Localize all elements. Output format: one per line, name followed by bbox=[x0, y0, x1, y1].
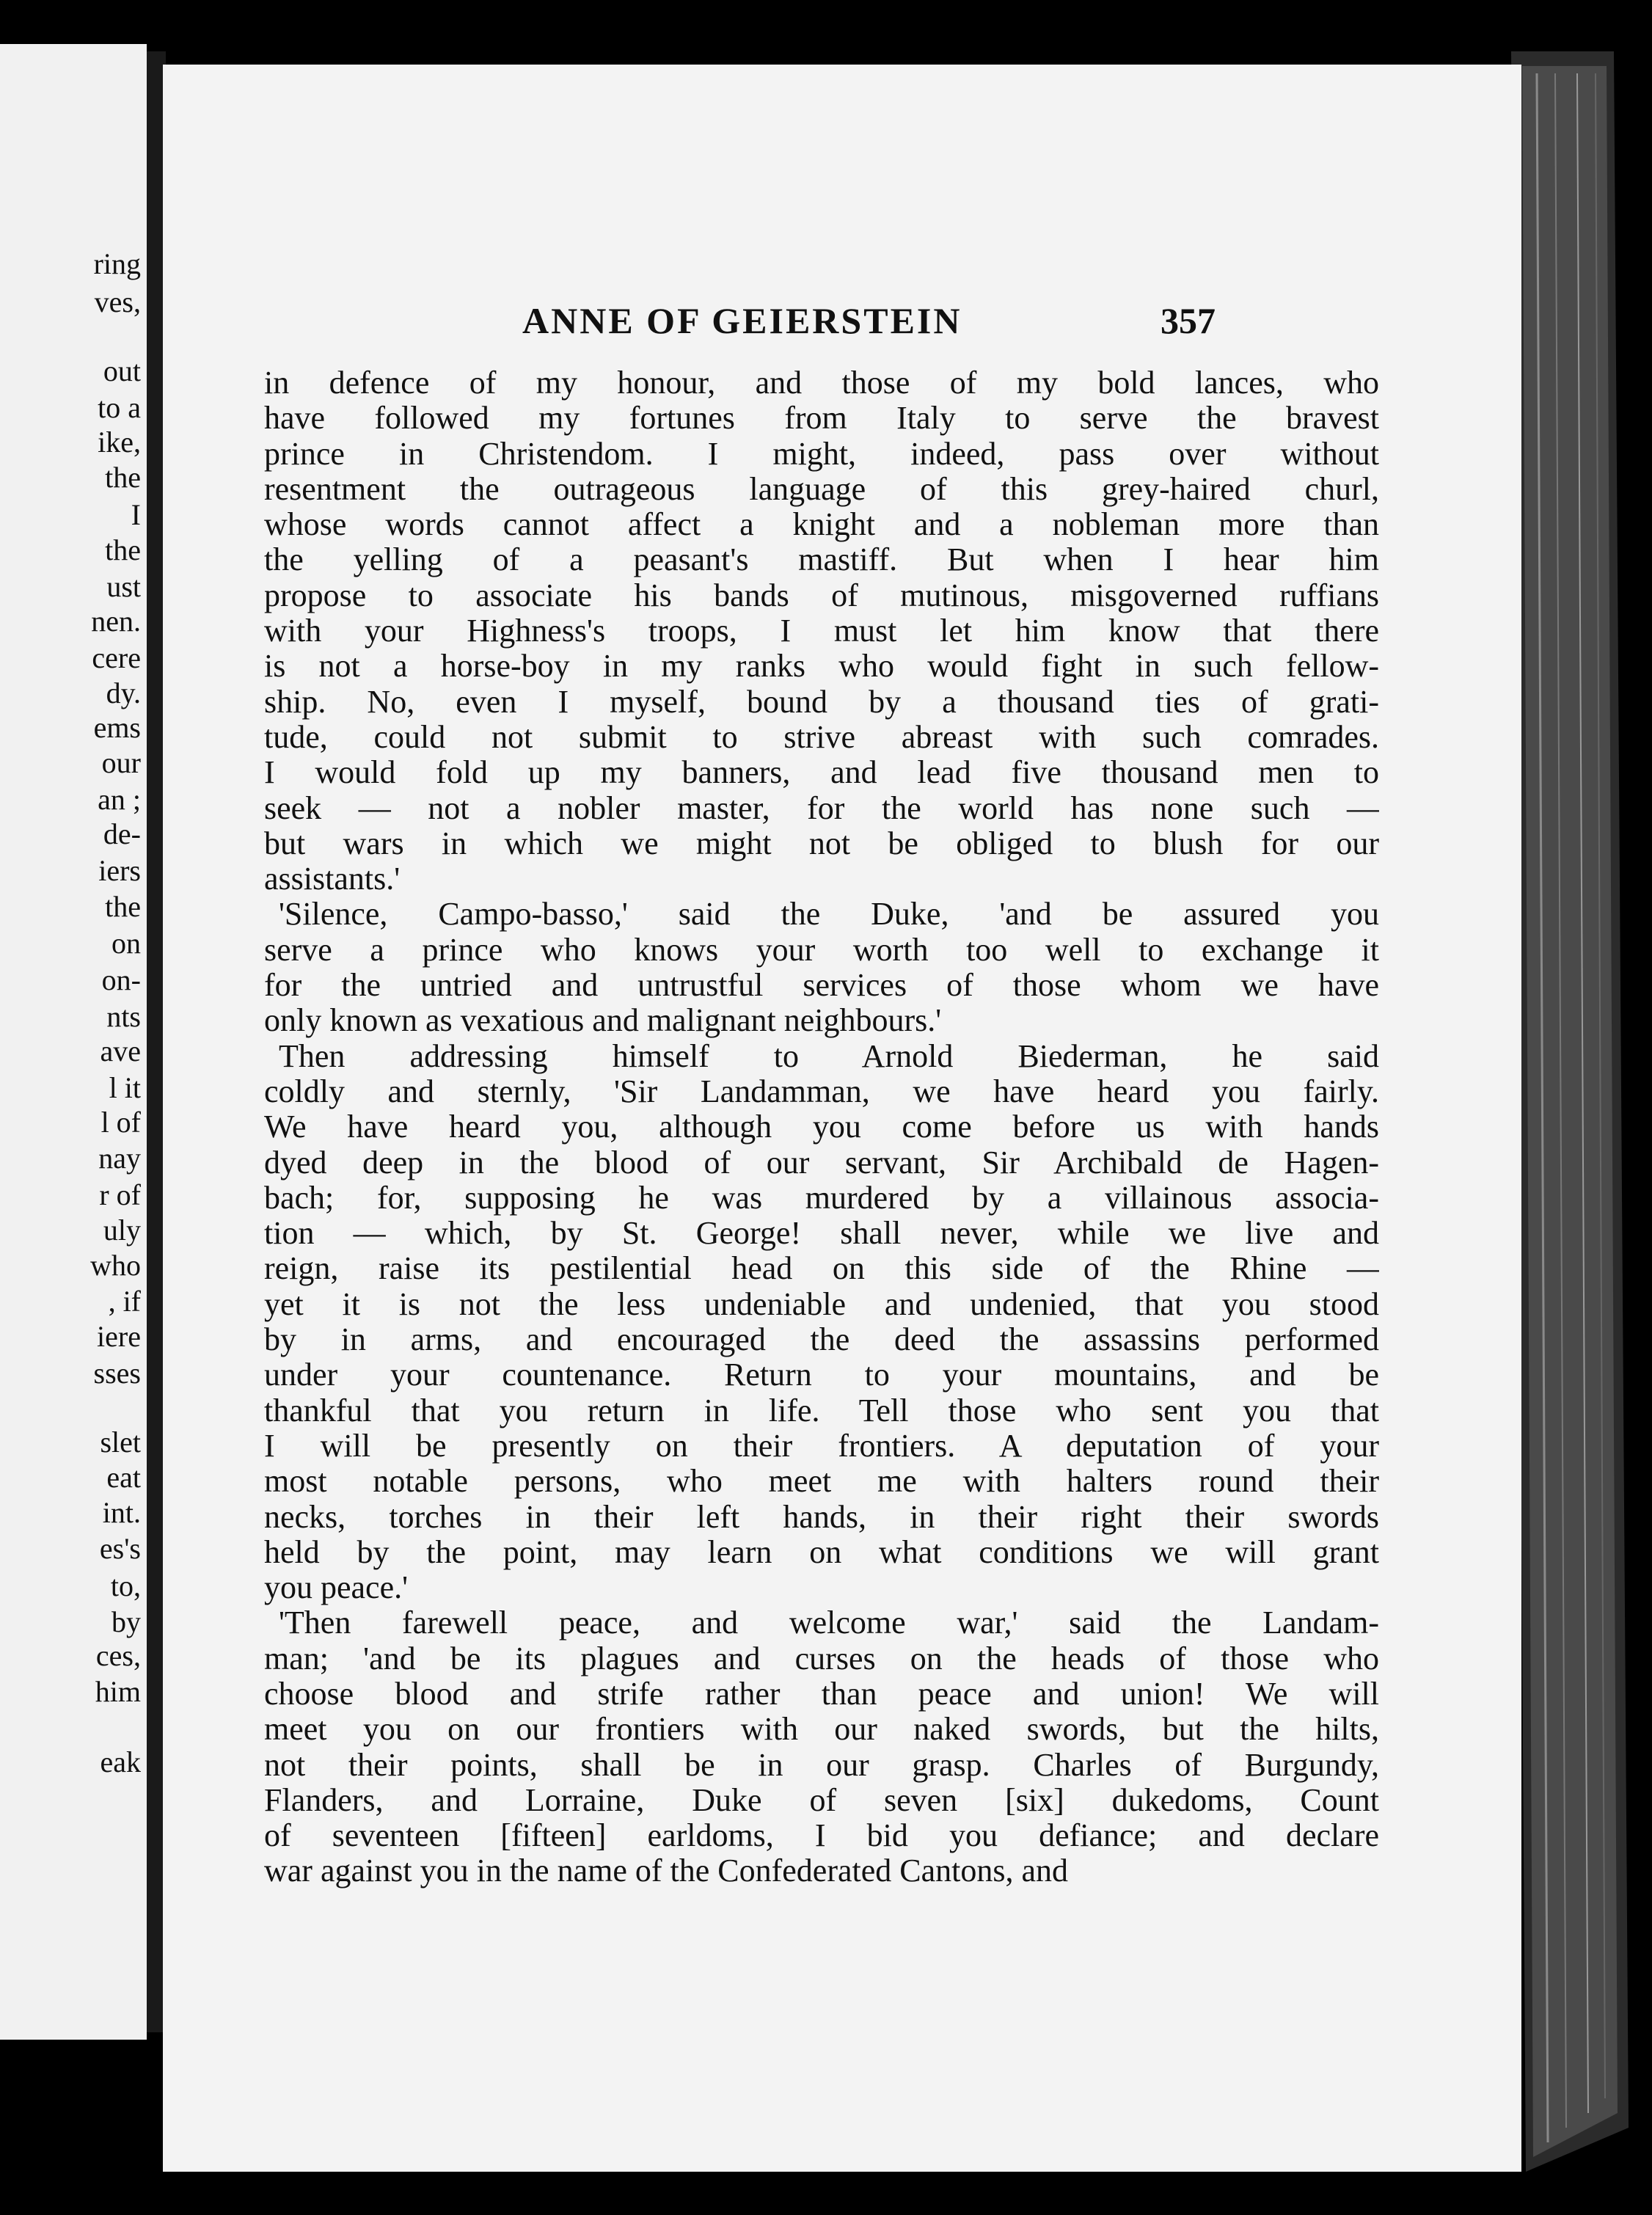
left-page-text-fragment: de- bbox=[103, 817, 141, 850]
left-page-text-fragment: I bbox=[131, 498, 141, 531]
left-page-text-fragment: on bbox=[112, 927, 141, 960]
text-line: yet it is not the less undeniable and undenied, that you stood bbox=[264, 1286, 1379, 1322]
text-line: 'Then farewell peace, and welcome war,' said the Landam- bbox=[279, 1605, 1379, 1641]
text-line: prince in Christendom. I might, indeed, pass over without bbox=[264, 436, 1379, 472]
left-page-text-fragment: cere bbox=[92, 641, 141, 674]
left-page-text-fragment: the bbox=[105, 461, 141, 494]
left-page-text-fragment: l it bbox=[109, 1071, 141, 1104]
text-line: not their points, shall be in our grasp. Charles of Burgundy, bbox=[264, 1747, 1379, 1783]
left-page-text-fragment: our bbox=[101, 746, 141, 779]
left-page-text-fragment: eak bbox=[100, 1745, 141, 1778]
text-line: whose words cannot affect a knight and a nobleman more than bbox=[264, 507, 1379, 543]
text-line: only known as vexatious and malignant neighbours.' bbox=[264, 1003, 942, 1039]
left-page-text-fragment: nts bbox=[106, 1000, 141, 1033]
text-line: choose blood and strife rather than peace and union! We will bbox=[264, 1676, 1379, 1712]
text-line: Then addressing himself to Arnold Biederman, he said bbox=[279, 1038, 1379, 1074]
left-page-text-fragment: him bbox=[95, 1675, 141, 1708]
left-page-text-fragment: ike, bbox=[98, 426, 141, 459]
left-page-text-fragment: who bbox=[90, 1249, 141, 1282]
left-page-text-fragment: uly bbox=[103, 1214, 141, 1247]
text-line: you peace.' bbox=[264, 1570, 409, 1606]
left-page-text-fragment: r of bbox=[99, 1178, 141, 1211]
text-line: but wars in which we might not be obliged to blush for our bbox=[264, 825, 1379, 861]
left-page-fragment bbox=[0, 44, 147, 2040]
left-page-text-fragment: ves, bbox=[94, 285, 141, 318]
text-line: I would fold up my banners, and lead five thousand men to bbox=[264, 755, 1379, 791]
text-line: the yelling of a peasant's mastiff. But when I hear him bbox=[264, 542, 1379, 578]
left-page-text-fragment: iers bbox=[98, 854, 141, 887]
text-line: reign, raise its pestilential head on this side of the Rhine — bbox=[264, 1251, 1379, 1287]
left-page-text-fragment: slet bbox=[100, 1426, 141, 1459]
left-page-text-fragment: dy. bbox=[106, 676, 141, 709]
text-line: have followed my fortunes from Italy to serve the bravest bbox=[264, 401, 1379, 437]
text-line: seek — not a nobler master, for the world has none such — bbox=[264, 790, 1379, 826]
left-page-text-fragment: ave bbox=[100, 1034, 141, 1068]
left-page-text-fragment: iere bbox=[97, 1320, 141, 1353]
text-line: most notable persons, who meet me with halters round their bbox=[264, 1464, 1379, 1500]
left-page-text-fragment: on- bbox=[101, 963, 141, 996]
text-line: Flanders, and Lorraine, Duke of seven [six] dukedoms, Count bbox=[264, 1782, 1379, 1818]
text-line: I will be presently on their frontiers. A deputation of your bbox=[264, 1428, 1379, 1464]
left-page-text-fragment: ces, bbox=[95, 1639, 141, 1672]
text-line: bach; for, supposing he was murdered by a villainous associa- bbox=[264, 1180, 1379, 1216]
text-line: We have heard you, although you come before us with hands bbox=[264, 1109, 1379, 1145]
left-page-text-fragment: ust bbox=[106, 570, 141, 603]
text-line: tude, could not submit to strive abreast with such comrades. bbox=[264, 719, 1379, 755]
left-page-text-fragment: eat bbox=[106, 1461, 141, 1494]
text-line: with your Highness's troops, I must let him know that there bbox=[264, 613, 1379, 649]
text-line: by in arms, and encouraged the deed the assassins performed bbox=[264, 1322, 1379, 1358]
left-page-text-fragment: the bbox=[105, 533, 141, 566]
text-line: propose to associate his bands of mutinous, misgoverned ruffians bbox=[264, 577, 1379, 613]
text-line: war against you in the name of the Confederated Cantons, and bbox=[264, 1853, 1069, 1889]
left-page-text-fragment: to a bbox=[98, 391, 141, 424]
text-line: serve a prince who knows your worth too well to exchange it bbox=[264, 932, 1379, 968]
left-page-text-fragment: int. bbox=[102, 1496, 141, 1529]
text-line: tion — which, by St. George! shall never, while we live and bbox=[264, 1216, 1379, 1252]
left-page-text-fragment: the bbox=[105, 890, 141, 923]
left-page-text-fragment: nen. bbox=[91, 605, 141, 638]
text-line: for the untried and untrustful services of those whom we have bbox=[264, 968, 1379, 1004]
page-title: ANNE OF GEIERSTEIN bbox=[522, 300, 962, 341]
text-line: necks, torches in their left hands, in their right their swords bbox=[264, 1499, 1379, 1535]
text-line: man; 'and be its plagues and curses on the heads of those who bbox=[264, 1641, 1379, 1676]
text-line: thankful that you return in life. Tell those who sent you that bbox=[264, 1393, 1379, 1428]
left-page-text-fragment: l of bbox=[100, 1106, 141, 1139]
text-line: is not a horse-boy in my ranks who would fight in such fellow- bbox=[264, 649, 1379, 685]
main-page bbox=[163, 65, 1521, 2172]
text-line: held by the point, may learn on what conditions we will grant bbox=[264, 1534, 1379, 1570]
text-line: in defence of my honour, and those of my bold lances, who bbox=[264, 365, 1379, 401]
left-page-text-fragment: nay bbox=[98, 1142, 141, 1175]
left-page-text-fragment: ems bbox=[93, 711, 141, 744]
text-line: dyed deep in the blood of our servant, Sir Archibald de Hagen- bbox=[264, 1145, 1379, 1181]
text-line: under your countenance. Return to your mountains, and be bbox=[264, 1357, 1379, 1393]
text-line: assistants.' bbox=[264, 861, 401, 897]
text-line: coldly and sternly, 'Sir Landamman, we have heard you fairly. bbox=[264, 1073, 1379, 1109]
body-text bbox=[264, 365, 1379, 1889]
left-page-text-fragment: , if bbox=[108, 1285, 141, 1318]
text-line: meet you on our frontiers with our naked swords, but the hilts, bbox=[264, 1712, 1379, 1748]
left-page-text-fragment: ring bbox=[93, 247, 141, 280]
text-line: of seventeen [fifteen] earldoms, I bid you defiance; and declare bbox=[264, 1818, 1379, 1854]
left-page-text-fragment: es's bbox=[99, 1532, 141, 1565]
running-header bbox=[163, 299, 1432, 351]
text-line: 'Silence, Campo-basso,' said the Duke, 'and be assured you bbox=[279, 897, 1379, 933]
left-page-text-fragment: sses bbox=[93, 1357, 141, 1390]
text-line: ship. No, even I myself, bound by a thousand ties of grati- bbox=[264, 684, 1379, 720]
left-page-text-fragment: to, bbox=[110, 1569, 141, 1602]
left-page-text-fragment: by bbox=[112, 1605, 141, 1638]
page-number: 357 bbox=[1161, 300, 1216, 341]
left-page-text-fragment: out bbox=[103, 354, 141, 387]
left-page-text-fragment: an ; bbox=[98, 783, 141, 816]
text-line: resentment the outrageous language of this grey-haired churl, bbox=[264, 471, 1379, 507]
